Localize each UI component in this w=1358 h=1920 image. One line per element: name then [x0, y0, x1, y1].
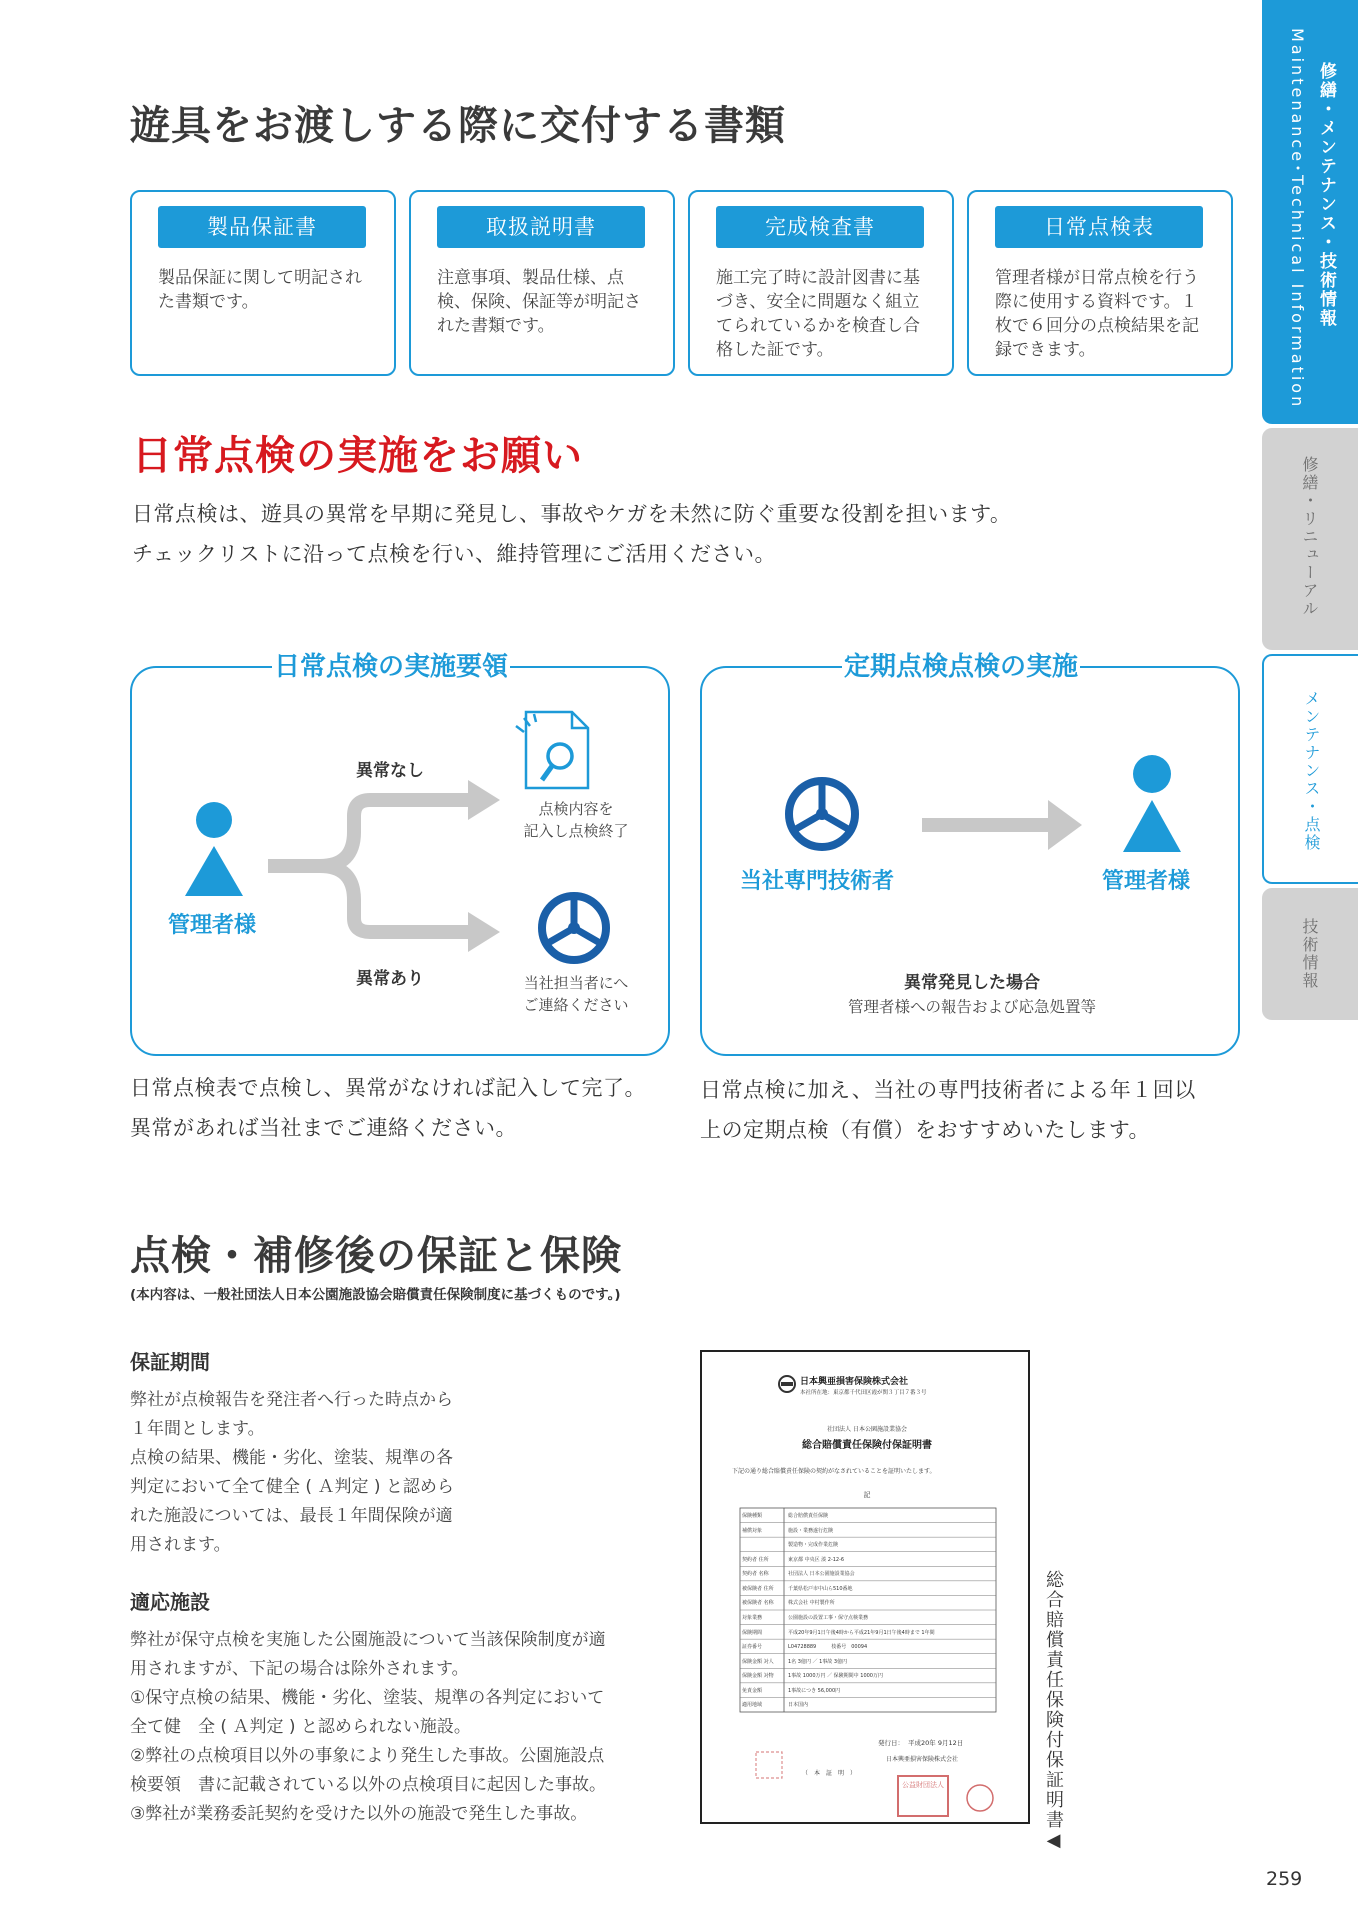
paragraph-line: れた施設については、最長１年間保険が適: [130, 1506, 453, 1526]
actor-label-engineer: 当社専門技術者: [740, 869, 895, 894]
cert-row-value: 日本国内: [788, 1702, 809, 1709]
cert-table-row: [740, 1698, 996, 1713]
cert-table-row: [740, 1524, 996, 1539]
documents-heading: 遊具をお渡しする際に交付する書類: [130, 103, 786, 149]
cert-table-row: [740, 1538, 996, 1553]
result-line: 点検内容を: [538, 800, 614, 818]
cert-row-label: 契約者 住所: [742, 1556, 769, 1563]
paragraph-line: 判定において全て健全 ( Ａ判定 ) と認めら: [130, 1477, 454, 1497]
handwheel-icon: [542, 896, 606, 960]
actor-label-manager: 管理者様: [1102, 869, 1191, 894]
abnormal-note-text: 管理者様への報告および応急処置等: [847, 998, 1096, 1016]
doc-card-label: 日常点検表: [995, 206, 1203, 248]
warranty-note: (本内容は、一般社団法人日本公園施設協会賠償責任保険制度に基づくものです。): [130, 1287, 621, 1303]
periodic-inspection-caption: [700, 1070, 1196, 1150]
cert-intro: 下記の通り総合賠償責任保険の契約がなされていることを証明いたします。: [732, 1468, 936, 1475]
cert-row-label: 対象業務: [742, 1615, 763, 1621]
applicable-facilities-heading: 適応施設: [130, 1590, 210, 1614]
document-search-icon: [516, 712, 588, 788]
cert-company: 日本興亜損害保険株式会社: [800, 1377, 909, 1387]
cert-table-row: [740, 1509, 996, 1524]
cert-row-label: 適用地域: [742, 1702, 763, 1709]
paragraph-line: 用されます。: [130, 1535, 231, 1555]
arrow-head-down: [468, 912, 500, 952]
abnormal-note-heading: 異常発見した場合: [904, 973, 1040, 993]
caption-line: 異常があれば当社までご連絡ください。: [130, 1116, 517, 1140]
paragraph-line: ②弊社の点検項目以外の事象により発生した事故。公園施設点: [130, 1746, 605, 1766]
cert-row-value: 総合賠償責任保険: [788, 1513, 829, 1519]
doc-card-description: 注意事項、製品仕様、点検、保険、保証等が明記された書類です。: [437, 268, 641, 336]
caption-line: 日常点検表で点検し、異常がなければ記入して完了。: [130, 1076, 646, 1100]
cert-row-label: 被保険者 名称: [742, 1600, 774, 1607]
sidebar-tab-label-en: Maintenance･Technical Information: [1288, 28, 1307, 410]
sidebar-tab-repair-renewal[interactable]: [1262, 428, 1358, 650]
paragraph-line: 弊社が点検報告を発注者へ行った時点から: [130, 1390, 453, 1410]
doc-card-label: 取扱説明書: [437, 206, 645, 248]
cert-row-label: 契約者 名称: [742, 1571, 769, 1578]
insurance-certificate-image: [700, 1350, 1030, 1824]
paragraph-line: ③弊社が業務委託契約を受けた以外の施設で発生した事故。: [130, 1804, 588, 1824]
cert-issue-date: 平成20年 9月12日: [908, 1739, 964, 1747]
cert-table-row: [740, 1611, 996, 1626]
cert-title: 総合賠償責任保険付保証明書: [802, 1440, 932, 1451]
cert-row-value: 株式会社 中村製作所: [788, 1600, 835, 1607]
cert-row-value: 1名 3億円 ／ 1事故 3億円: [788, 1658, 848, 1665]
paragraph-line: 弊社が保守点検を実施した公園施設について当該保険制度が適: [130, 1630, 606, 1650]
cert-row-label: 保険期間: [742, 1629, 763, 1636]
paragraph-line: 用されますが、下記の場合は除外されます。: [130, 1659, 469, 1679]
cert-table-row: [740, 1567, 996, 1582]
cert-row-value: 千葉県松戸市中山ら510番地: [788, 1585, 853, 1592]
doc-card-description: 製品保証に関して明記された書類です。: [158, 268, 362, 312]
daily-inspection-procedure-box: [130, 652, 670, 1056]
cert-issue-label: 発行日：: [878, 1739, 904, 1747]
cert-row-label: 保険種類: [742, 1513, 763, 1519]
cert-row-value: 1事故につき 56,000円: [788, 1687, 841, 1694]
applicable-facilities-text: [130, 1626, 606, 1829]
cert-row-label: 補償対象: [742, 1527, 763, 1534]
cert-issuer: 日本興亜損害保険株式会社: [886, 1756, 959, 1763]
cert-row-label: 免責金額: [742, 1687, 763, 1694]
cert-row-value: 施設・業務遂行危険: [788, 1527, 834, 1534]
cert-table-row: [740, 1626, 996, 1641]
daily-inspection-request-heading: 日常点検の実施をお願い: [132, 433, 583, 479]
result-abnormal-text: [516, 972, 636, 1016]
result-normal-text: [516, 798, 636, 842]
cert-table-row: [740, 1640, 996, 1655]
paragraph-line: ①保守点検の結果、機能・劣化、塗装、規準の各判定において: [130, 1688, 605, 1708]
warranty-period-heading: 保証期間: [130, 1350, 210, 1374]
cert-row-value: 社団法人 日本公園施設業協会: [788, 1571, 855, 1578]
warranty-insurance-heading: 点検・補修後の保証と保険: [130, 1233, 622, 1279]
box-title: 定期点検点検の実施: [842, 646, 1080, 683]
cert-table-row: [740, 1596, 996, 1611]
caption-line: 日常点検に加え、当社の専門技術者による年１回以: [700, 1078, 1196, 1102]
page-number: 259: [1266, 1868, 1303, 1890]
doc-card-manual: [409, 190, 675, 376]
branch-label-normal: 異常なし: [356, 761, 424, 781]
periodic-inspection-procedure-box: [700, 652, 1240, 1056]
doc-card-daily-checklist: [967, 190, 1233, 376]
sidebar-tab-maintenance-inspection[interactable]: [1262, 654, 1358, 884]
box-title: 日常点検の実施要領: [272, 646, 510, 683]
paragraph-line: 点検の結果、機能・劣化、塗装、規準の各: [130, 1448, 453, 1468]
cert-table-row: [740, 1655, 996, 1670]
cert-row-label: 保険金額 対物: [742, 1673, 774, 1680]
paragraph-line: 検要領 書に記載されている以外の点検項目に起因した事故。: [130, 1775, 606, 1795]
sidebar-tab-maintenance-technical[interactable]: [1262, 0, 1358, 424]
doc-card-label: 完成検査書: [716, 206, 924, 248]
cert-table-row: [740, 1669, 996, 1684]
doc-card-product-warranty: [130, 190, 396, 376]
person-icon: [1123, 755, 1181, 852]
arrow-head-up: [468, 780, 500, 820]
cert-organization: 社団法人 日本公園施設業協会: [827, 1426, 907, 1433]
doc-card-description: 施工完了時に設計図書に基づき、安全に問題なく組立てられているかを検査し合格した証です。: [716, 268, 920, 360]
actor-label-manager: 管理者様: [168, 913, 257, 938]
cert-copy-label: （ 本 証 明 ）: [802, 1770, 857, 1777]
cert-row-value: 東京都 中央区 湊 2-12-6: [788, 1556, 845, 1563]
cert-row-value: 1事故 1000万円 ／ 保険期間中 1000万円: [788, 1673, 883, 1680]
doc-card-label: 製品保証書: [158, 206, 366, 248]
sidebar-tab-technical-info[interactable]: [1262, 888, 1358, 1020]
cert-table-row: [740, 1553, 996, 1568]
cert-address: 本社所在地：東京都千代田区霞が関３丁目７番３号: [800, 1390, 927, 1396]
paragraph-line: １年間とします。: [130, 1419, 265, 1439]
arrow-right: [922, 800, 1082, 850]
request-line: 日常点検は、遊具の異常を早期に発見し、事故やケガを未然に防ぐ重要な役割を担います。: [132, 502, 1012, 526]
sidebar-tab-label: 技術情報: [1300, 918, 1319, 990]
certificate-caption: 総合賠償責任保険付保証明書◀: [1043, 1570, 1064, 1853]
cert-table-row: [740, 1684, 996, 1699]
cert-row-value: 平成20年9月1日午後4時から平成21年9月1日午後4時まで 1年間: [788, 1629, 935, 1636]
cert-row-label: 被保険者 住所: [742, 1585, 774, 1592]
branch-arrows: [268, 800, 468, 932]
sidebar-tab-label: メンテナンス・点検: [1302, 690, 1321, 852]
daily-inspection-caption: [130, 1068, 646, 1148]
branch-label-abnormal: 異常あり: [356, 969, 424, 989]
paragraph-line: 全て健 全 ( Ａ判定 ) と認められない施設。: [130, 1717, 471, 1737]
request-description: [132, 494, 1011, 574]
cert-row-value: 製造物・完成作業危険: [788, 1542, 839, 1549]
person-icon: [185, 802, 243, 896]
cert-ki: 記: [863, 1491, 871, 1499]
company-logo-icon: [779, 1376, 795, 1392]
cert-row-label: 保険金額 対人: [742, 1658, 774, 1665]
sidebar-tab-label: 修繕・リニューアル: [1300, 456, 1319, 618]
cert-row-label: 証券番号: [742, 1644, 763, 1651]
result-line: 当社担当者にへ: [523, 974, 629, 992]
abnormal-note: [782, 968, 1162, 1017]
caption-line: 上の定期点検（有償）をおすすめいたします。: [700, 1118, 1151, 1142]
handwheel-icon: [789, 781, 855, 847]
doc-card-completion-inspection: [688, 190, 954, 376]
cert-row-value: L04728889 枝番号 00094: [788, 1644, 868, 1651]
doc-card-description: 管理者様が日常点検を行う際に使用する資料です。１枚で６回分の点検結果を記録できます。: [995, 268, 1199, 360]
cert-row-value: 公園施設の設置工事・保守点検業務: [788, 1615, 869, 1621]
result-line: 記入し点検終了: [523, 822, 629, 840]
request-line: チェックリストに沿って点検を行い、維持管理にご活用ください。: [132, 542, 776, 566]
result-line: ご連絡ください: [523, 996, 629, 1014]
warranty-period-text: [130, 1386, 454, 1560]
cert-table-row: [740, 1582, 996, 1597]
sidebar-tab-label: 修繕・メンテナンス・技術情報: [1316, 62, 1336, 328]
cert-stamp-text: 公益財団法人: [902, 1781, 944, 1789]
